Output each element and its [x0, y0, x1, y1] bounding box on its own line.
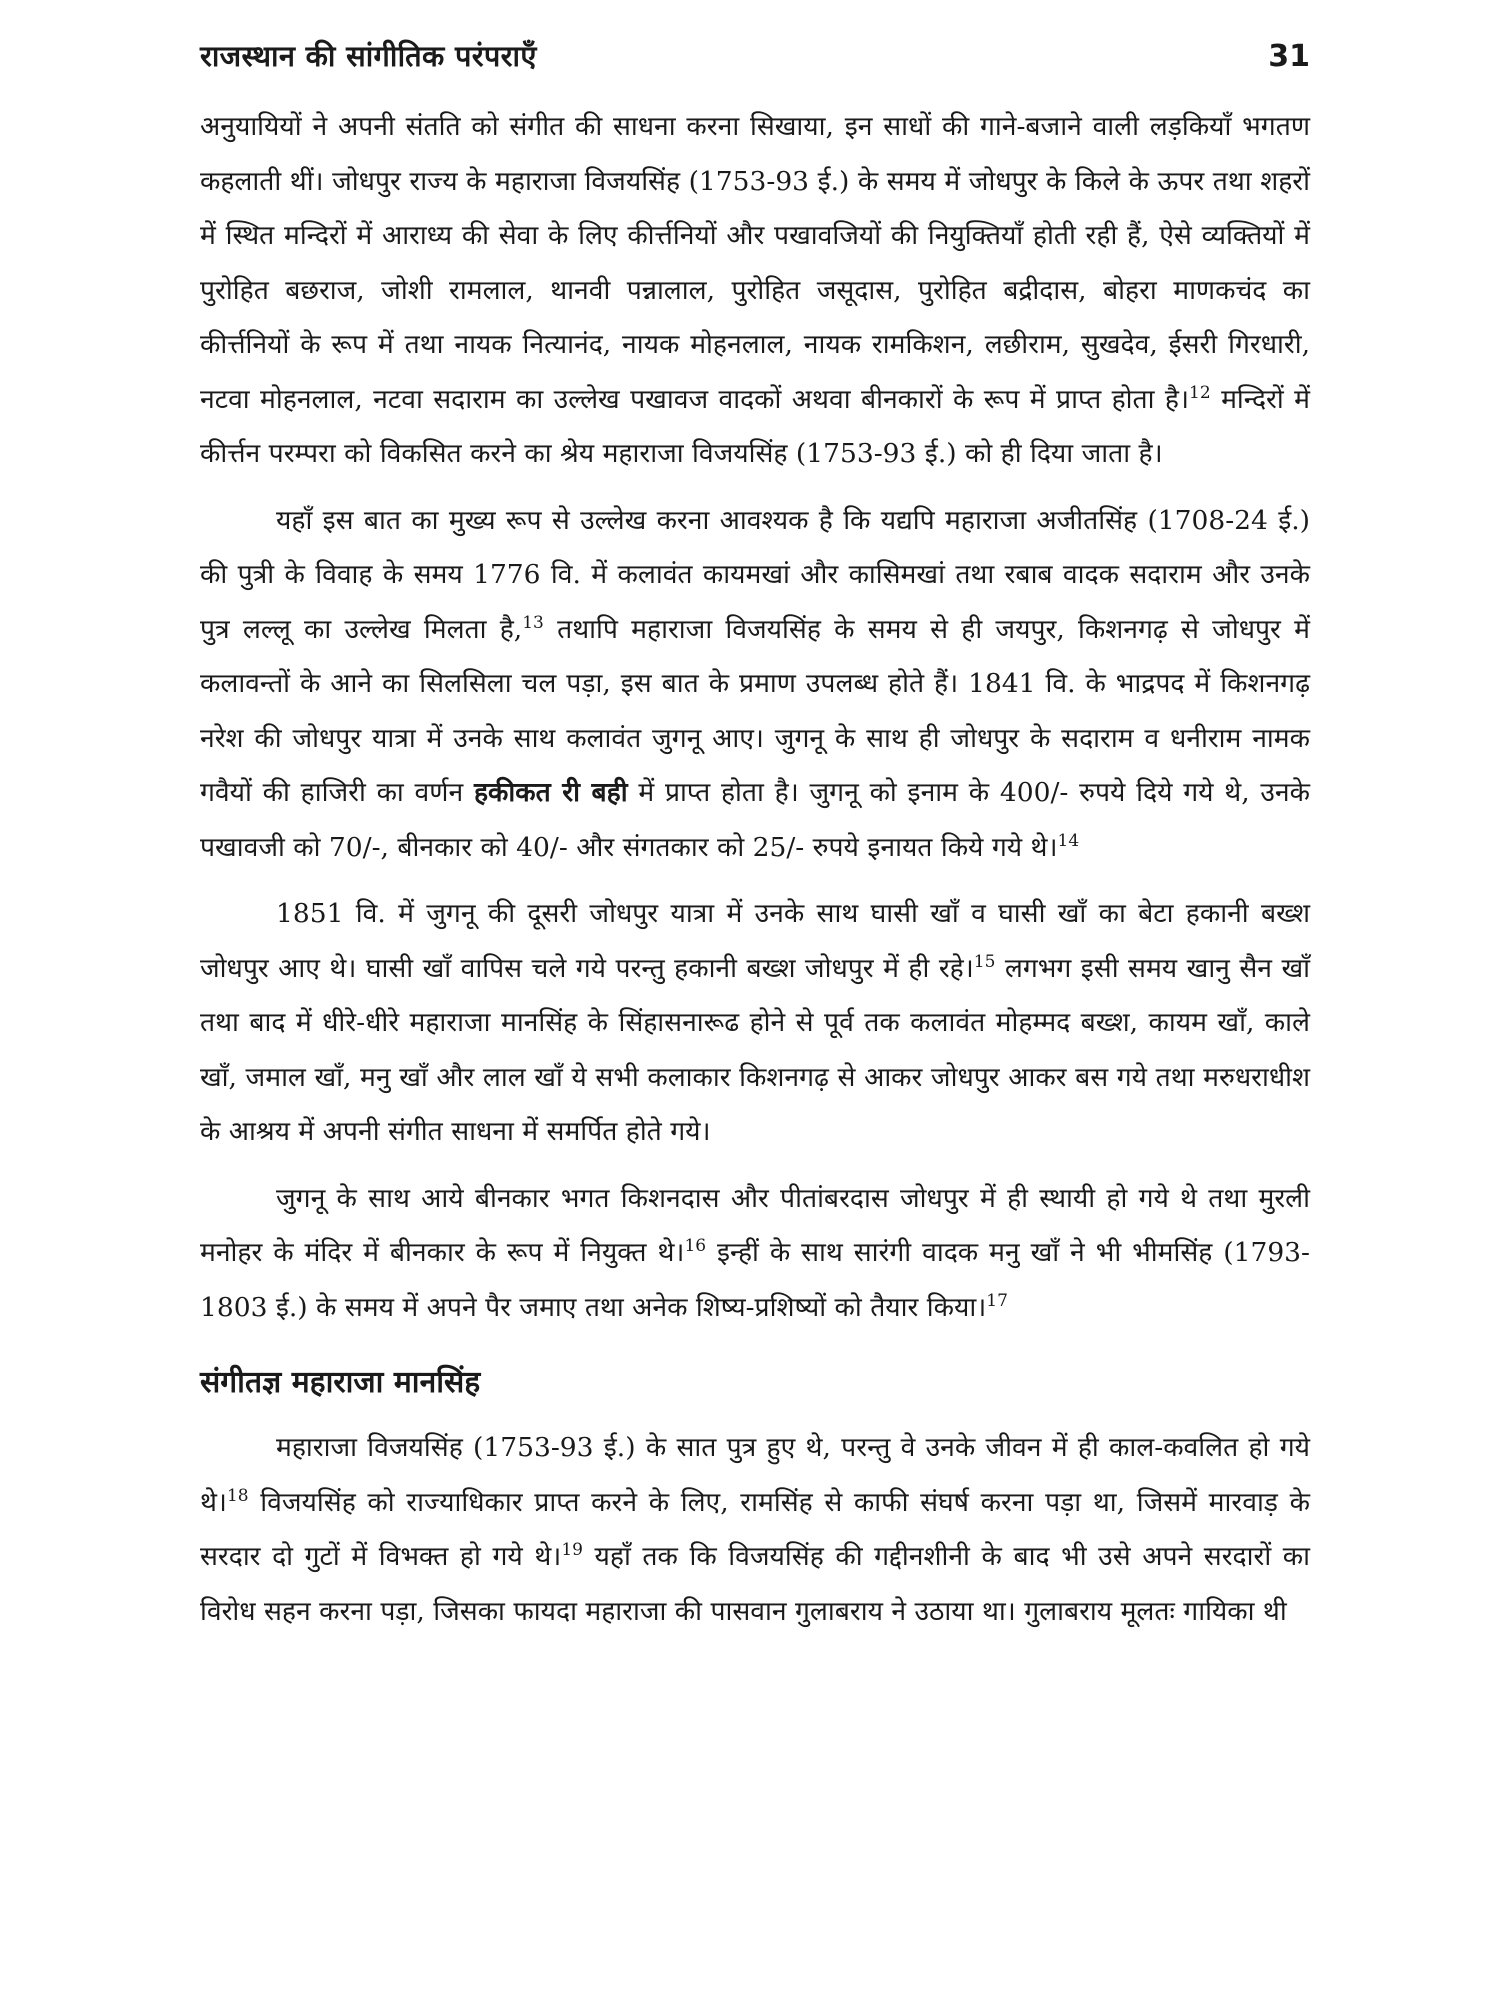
footnote-marker: 18	[226, 1485, 249, 1506]
book-page	[200, 36, 1310, 1651]
text-segment: मन्दिरों में कीर्त्तन परम्परा को विकसित करने का श्रेय महाराजा विजयसिंह (1753-93 ई.) को ही दिया जाता है।	[200, 383, 1310, 469]
text-segment: 1851 वि. में जुगनू की दूसरी जोधपुर यात्रा में उनके साथ घासी खाँ व घासी खाँ का बेटा हकानी बख्श जोधपुर आए थे। घासी खाँ वापिस चले गये परन्तु हकानी बख्श जोधपुर में ही रहे।	[200, 898, 1310, 984]
paragraph	[200, 1421, 1310, 1639]
footnote-marker: 13	[522, 612, 544, 633]
running-header	[200, 36, 1310, 100]
footnote-marker: 12	[1189, 382, 1211, 403]
paragraph	[200, 887, 1310, 1160]
footnote-marker: 19	[561, 1540, 583, 1561]
text-segment: लगभग इसी समय खानु सैन खाँ तथा बाद में धीरे-धीरे महाराजा मानसिंह के सिंहासनारूढ होने से पूर्व तक कलावंत मोहम्मद बख्श, कायम खाँ, काले खाँ, जमाल खाँ, मनु खाँ और लाल खाँ ये सभी कलाकार किशनगढ़ से आकर जोधपुर आकर बस गये तथा मरुधराधीश के आश्रय में अपनी संगीत साधना में समर्पित होते गये।	[200, 952, 1310, 1147]
footnote-marker: 16	[684, 1236, 707, 1257]
paragraph	[200, 494, 1310, 876]
text-segment: इन्हीं के साथ सारंगी वादक मनु खाँ ने भी भीमसिंह (1793-1803 ई.) के समय में अपने पैर जमाए तथा अनेक शिष्य-प्रशिष्यों को तैयार किया।	[200, 1237, 1310, 1323]
text-segment: में प्राप्त होता है। जुगनू को इनाम के 400/- रुपये दिये गये थे, उनके पखावजी को 70/-, बीनकार को 40/- और संगतकार को 25/- रुपये इनायत किये गये थे।	[200, 777, 1310, 863]
paragraph-continuation	[200, 100, 1310, 482]
text-segment: अनुयायियों ने अपनी संतति को संगीत की साधना करना सिखाया, इन साधों की गाने-बजाने वाली लड़कियाँ भगतण कहलाती थीं। जोधपुर राज्य के महाराजा विजयसिंह (1753-93 ई.) के समय में जोधपुर के किले के ऊपर तथा शहरों में स्थित मन्दिरों में आराध्य की सेवा के लिए कीर्त्तनियों और पखावजियों की नियुक्तियाँ होती रही हैं, ऐसे व्यक्तियों में पुरोहित बछराज, जोशी रामलाल, थानवी पन्नालाल, पुरोहित जसूदास, पुरोहित बद्रीदास, बोहरा माणकचंद का कीर्त्तनियों के रूप में तथा नायक नित्यानंद, नायक मोहनलाल, नायक रामकिशन, लछीराम, सुखदेव, ईसरी गिरधारी, नटवा मोहनलाल, नटवा सदाराम का उल्लेख पखावज वादकों अथवा बीनकारों के रूप में प्राप्त होता है।	[200, 111, 1310, 415]
page-number: 31	[1268, 39, 1310, 74]
footnote-marker: 15	[973, 951, 996, 972]
text-segment: यहाँ तक कि विजयसिंह की गद्दीनशीनी के बाद भी उसे अपने सरदारों का विरोध सहन करना पड़ा, जिसका फायदा महाराजा की पासवान गुलाबराय ने उठाया था। गुलाबराय मूलतः गायिका थी	[200, 1541, 1310, 1627]
running-header-title: राजस्थान की सांगीतिक परंपराएँ	[200, 39, 537, 73]
text-segment: विजयसिंह को राज्याधिकार प्राप्त करने के लिए, रामसिंह से काफी संघर्ष करना पड़ा था, जिसमें मारवाड़ के सरदार दो गुटों में विभक्त हो गये थे।	[200, 1486, 1310, 1572]
bold-source-title: हकीकत री बही	[473, 777, 628, 808]
footnote-marker: 17	[986, 1290, 1008, 1311]
paragraph	[200, 1172, 1310, 1336]
section-heading: संगीतज्ञ महाराजा मानसिंह	[200, 1365, 481, 1400]
text-segment: जुगनू के साथ आये बीनकार भगत किशनदास और पीतांबरदास जोधपुर में ही स्थायी हो गये थे तथा मुरली मनोहर के मंदिर में बीनकार के रूप में नियुक्त थे।	[200, 1182, 1310, 1268]
text-segment: महाराजा विजयसिंह (1753-93 ई.) के सात पुत्र हुए थे, परन्तु वे उनके जीवन में ही काल-कवलित हो गये थे।	[200, 1432, 1310, 1518]
footnote-marker: 14	[1057, 830, 1080, 851]
text-segment: तथापि महाराजा विजयसिंह के समय से ही जयपुर, किशनगढ़ से जोधपुर में कलावन्तों के आने का सिलसिला चल पड़ा, इस बात के प्रमाण उपलब्ध होते हैं। 1841 वि. के भाद्रपद में किशनगढ़ नरेश की जोधपुर यात्रा में उनके साथ कलावंत जुगनू आए। जुगनू के साथ ही जोधपुर के सदाराम व धनीराम नामक गवैयों की हाजिरी का वर्णन	[200, 613, 1310, 808]
text-segment: यहाँ इस बात का मुख्य रूप से उल्लेख करना आवश्यक है कि यद्यपि महाराजा अजीतसिंह (1708-24 ई.) की पुत्री के विवाह के समय 1776 वि. में कलावंत कायमखां और कासिमखां तथा रबाब वादक सदाराम और उनके पुत्र लल्लू का उल्लेख मिलता है,	[200, 504, 1310, 645]
